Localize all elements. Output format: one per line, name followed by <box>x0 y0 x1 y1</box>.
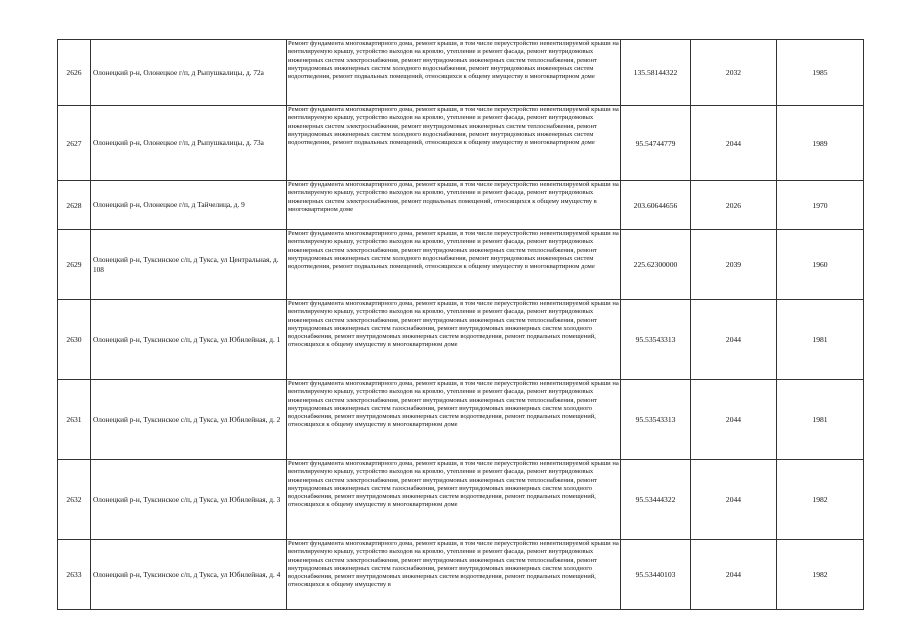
works-cell <box>287 380 621 460</box>
table-row <box>58 181 864 230</box>
build-year-cell: 1989 <box>777 106 864 181</box>
area-cell: 203.60644656 <box>621 181 691 230</box>
area-cell: 95.53444322 <box>621 460 691 540</box>
repair-year-cell: 2026 <box>691 181 777 230</box>
table-row <box>58 300 864 380</box>
row-number: 2627 <box>58 106 91 181</box>
table-row <box>58 40 864 106</box>
works-text: Ремонт фундамента многоквартирного дома, ремонт крыши, в том числе переустройство невентилируемой крыши на вентилируемую крышу, устройство выходов на кровлю, утепление и ремонт фасада, ремонт внутридомовых инженерных систем электроснабжения, ремонт внутридомовых инженерных систем теплоснабжения, ремонт внутридомовых инженерных систем газоснабжения, ремонт внутридомовых инженерных систем холодного водоснабжения, ремонт внутридомовых инженерных систем водоотведения, ремонт подвальных помещений, относящихся к общему имуществу в многоквартирном доме <box>288 380 619 429</box>
address-cell: Олонецкий р-н, Туксинское с/п, д Тукса, ул Юбилейная, д. 1 <box>91 300 287 380</box>
works-cell <box>287 181 621 230</box>
works-text: Ремонт фундамента многоквартирного дома, ремонт крыши, в том числе переустройство невентилируемой крыши на вентилируемую крышу, устройство выходов на кровлю, утепление и ремонт фасада, ремонт внутридомовых инженерных систем электроснабжения, ремонт внутридомовых инженерных систем теплоснабжения, ремонт внутридомовых инженерных систем холодного водоснабжения, ремонт внутридомовых инженерных систем водоотведения, ремонт подвальных помещений, относящихся к общему имуществу в многоквартирном доме <box>288 230 619 271</box>
address-cell: Олонецкий р-н, Туксинское с/п, д Тукса, ул Центральная, д. 108 <box>91 230 287 300</box>
area-cell: 95.54744779 <box>621 106 691 181</box>
address-cell: Олонецкий р-н, Туксинское с/п, д Тукса, ул Юбилейная, д. 3 <box>91 460 287 540</box>
build-year-cell: 1981 <box>777 300 864 380</box>
repair-year-cell: 2044 <box>691 300 777 380</box>
area-cell: 95.53543313 <box>621 300 691 380</box>
row-number: 2633 <box>58 540 91 610</box>
works-text: Ремонт фундамента многоквартирного дома, ремонт крыши, в том числе переустройство невентилируемой крыши на вентилируемую крышу, устройство выходов на кровлю, утепление и ремонт фасада, ремонт внутридомовых инженерных систем электроснабжения, ремонт подвальных помещений, относящихся к общему имуществу в многоквартирном доме <box>288 181 619 213</box>
area-cell: 225.62300000 <box>621 230 691 300</box>
address-cell: Олонецкий р-н, Олонецкое г/п, д Рыпушкалицы, д. 73а <box>91 106 287 181</box>
row-number: 2629 <box>58 230 91 300</box>
works-cell <box>287 230 621 300</box>
works-text: Ремонт фундамента многоквартирного дома, ремонт крыши, в том числе переустройство невентилируемой крыши на вентилируемую крышу, устройство выходов на кровлю, утепление и ремонт фасада, ремонт внутридомовых инженерных систем электроснабжения, ремонт внутридомовых инженерных систем теплоснабжения, ремонт внутридомовых инженерных систем газоснабжения, ремонт внутридомовых инженерных систем холодного водоснабжения, ремонт внутридомовых инженерных систем водоотведения, ремонт подвальных помещений, относящихся к общему имуществу в <box>288 540 619 589</box>
repair-year-cell: 2044 <box>691 540 777 610</box>
capital-repair-table <box>57 39 864 610</box>
works-text: Ремонт фундамента многоквартирного дома, ремонт крыши, в том числе переустройство невентилируемой крыши на вентилируемую крышу, устройство выходов на кровлю, утепление и ремонт фасада, ремонт внутридомовых инженерных систем электроснабжения, ремонт внутридомовых инженерных систем теплоснабжения, ремонт внутридомовых инженерных систем холодного водоснабжения, ремонт внутридомовых инженерных систем водоотведения, ремонт подвальных помещений, относящихся к общему имуществу в многоквартирном доме <box>288 106 619 147</box>
build-year-cell: 1982 <box>777 460 864 540</box>
table-row <box>58 540 864 610</box>
repair-year-cell: 2044 <box>691 380 777 460</box>
repair-year-cell: 2039 <box>691 230 777 300</box>
table-row <box>58 380 864 460</box>
table-body <box>58 40 864 610</box>
works-cell <box>287 460 621 540</box>
works-cell <box>287 540 621 610</box>
build-year-cell: 1985 <box>777 40 864 106</box>
address-cell: Олонецкий р-н, Туксинское с/п, д Тукса, ул Юбилейная, д. 4 <box>91 540 287 610</box>
area-cell: 95.53440103 <box>621 540 691 610</box>
works-cell <box>287 106 621 181</box>
table-row <box>58 460 864 540</box>
works-cell <box>287 40 621 106</box>
area-cell: 95.53543313 <box>621 380 691 460</box>
build-year-cell: 1970 <box>777 181 864 230</box>
address-cell: Олонецкий р-н, Олонецкое г/п, д Тайчелица, д. 9 <box>91 181 287 230</box>
row-number: 2628 <box>58 181 91 230</box>
build-year-cell: 1982 <box>777 540 864 610</box>
works-text: Ремонт фундамента многоквартирного дома, ремонт крыши, в том числе переустройство невентилируемой крыши на вентилируемую крышу, устройство выходов на кровлю, утепление и ремонт фасада, ремонт внутридомовых инженерных систем электроснабжения, ремонт внутридомовых инженерных систем теплоснабжения, ремонт внутридомовых инженерных систем газоснабжения, ремонт внутридомовых инженерных систем холодного водоснабжения, ремонт внутридомовых инженерных систем водоотведения, ремонт подвальных помещений, относящихся к общему имуществу в многоквартирном доме <box>288 300 619 349</box>
repair-year-cell: 2044 <box>691 106 777 181</box>
row-number: 2632 <box>58 460 91 540</box>
works-cell <box>287 300 621 380</box>
address-cell: Олонецкий р-н, Туксинское с/п, д Тукса, ул Юбилейная, д. 2 <box>91 380 287 460</box>
works-text: Ремонт фундамента многоквартирного дома, ремонт крыши, в том числе переустройство невентилируемой крыши на вентилируемую крышу, устройство выходов на кровлю, утепление и ремонт фасада, ремонт внутридомовых инженерных систем электроснабжения, ремонт внутридомовых инженерных систем теплоснабжения, ремонт внутридомовых инженерных систем газоснабжения, ремонт внутридомовых инженерных систем холодного водоснабжения, ремонт внутридомовых инженерных систем водоотведения, ремонт подвальных помещений, относящихся к общему имуществу в многоквартирном доме <box>288 460 619 509</box>
address-cell: Олонецкий р-н, Олонецкое г/п, д Рыпушкалицы, д. 72а <box>91 40 287 106</box>
row-number: 2630 <box>58 300 91 380</box>
build-year-cell: 1981 <box>777 380 864 460</box>
area-cell: 135.58144322 <box>621 40 691 106</box>
row-number: 2631 <box>58 380 91 460</box>
table-row <box>58 230 864 300</box>
table-row <box>58 106 864 181</box>
build-year-cell: 1960 <box>777 230 864 300</box>
row-number: 2626 <box>58 40 91 106</box>
works-text: Ремонт фундамента многоквартирного дома, ремонт крыши, в том числе переустройство невентилируемой крыши на вентилируемую крышу, устройство выходов на кровлю, утепление и ремонт фасада, ремонт внутридомовых инженерных систем электроснабжения, ремонт внутридомовых инженерных систем теплоснабжения, ремонт внутридомовых инженерных систем холодного водоснабжения, ремонт внутридомовых инженерных систем водоотведения, ремонт подвальных помещений, относящихся к общему имуществу в многоквартирном доме <box>288 40 619 81</box>
repair-year-cell: 2032 <box>691 40 777 106</box>
repair-year-cell: 2044 <box>691 460 777 540</box>
